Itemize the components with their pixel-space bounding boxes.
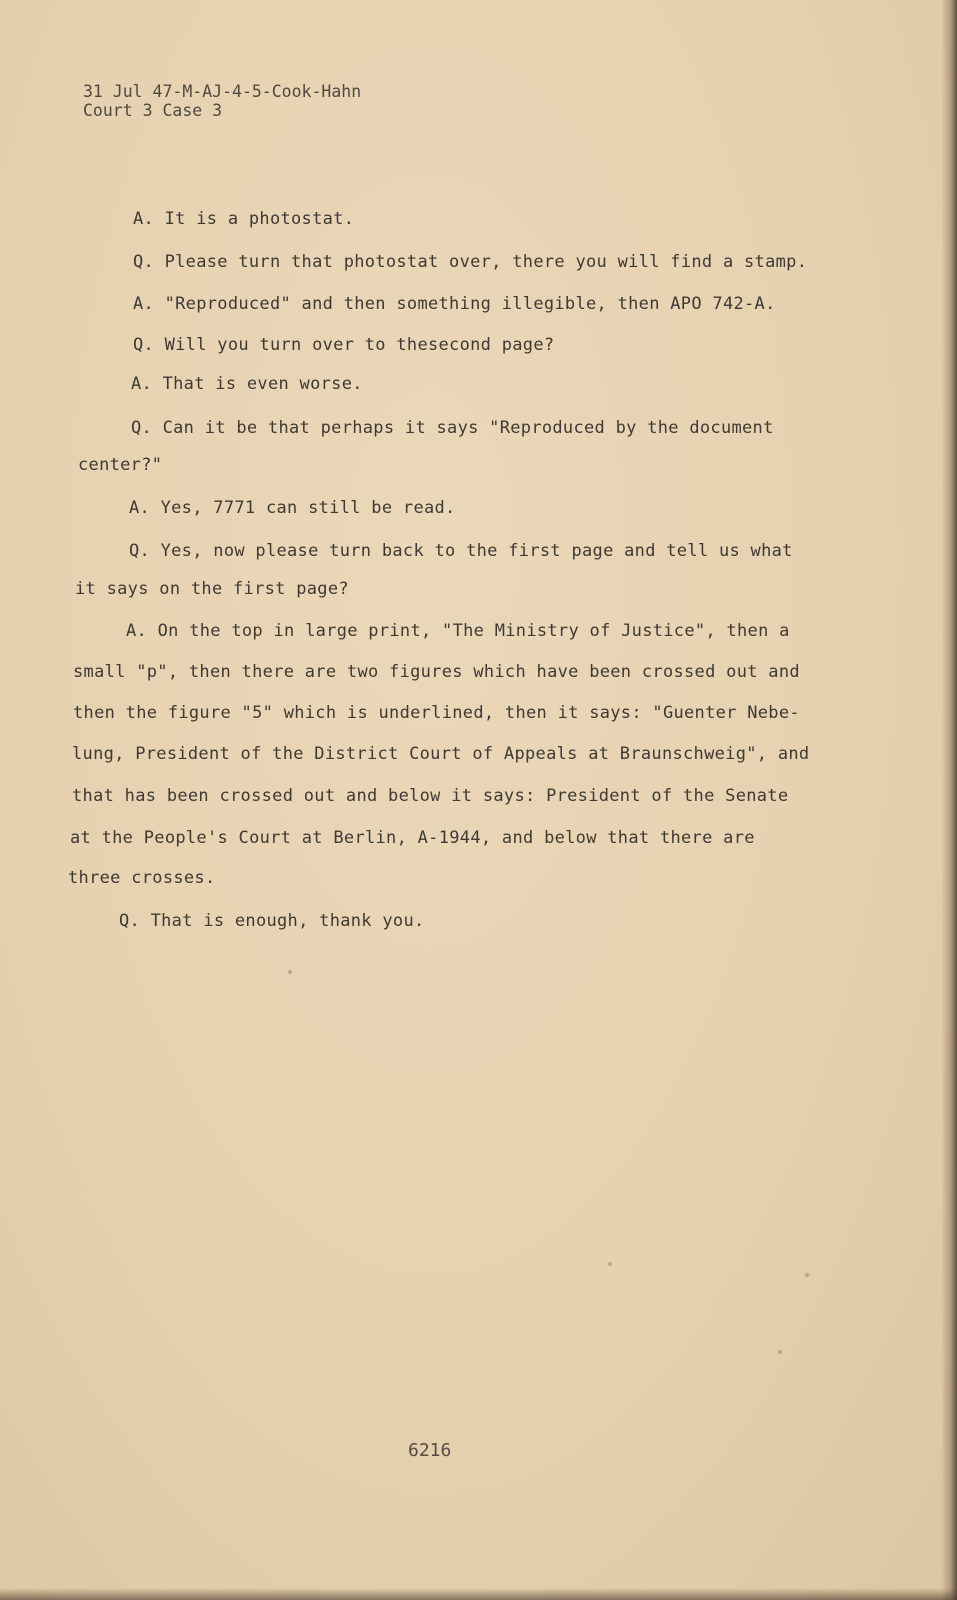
header-reference: 31 Jul 47-M-AJ-4-5-Cook-Hahn <box>83 82 362 101</box>
transcript-line: small "p", then there are two figures which have been crossed out and <box>73 662 800 682</box>
transcript-line: it says on the first page? <box>75 579 349 599</box>
paper-speck <box>288 970 292 974</box>
transcript-line: Q. Will you turn over to thesecond page? <box>133 335 555 355</box>
paper-speck <box>778 1350 782 1354</box>
transcript-line: A. "Reproduced" and then something illegible, then APO 742-A. <box>133 294 776 314</box>
transcript-line: A. That is even worse. <box>131 374 363 394</box>
transcript-line: at the People's Court at Berlin, A-1944, and below that there are <box>70 828 755 848</box>
transcript-line: A. On the top in large print, "The Ministry of Justice", then a <box>126 621 790 641</box>
transcript-line: Q. Can it be that perhaps it says "Reproduced by the document <box>131 418 774 438</box>
transcript-line: center?" <box>78 455 163 475</box>
header-court-case: Court 3 Case 3 <box>83 101 223 120</box>
page-number: 6216 <box>408 1440 452 1461</box>
paper-speck <box>805 1273 809 1277</box>
transcript-line: Q. Please turn that photostat over, there you will find a stamp. <box>133 252 808 272</box>
page-edge-shadow <box>941 0 957 1600</box>
transcript-line: Q. Yes, now please turn back to the first page and tell us what <box>129 541 793 561</box>
document-header <box>83 82 361 120</box>
transcript-line: Q. That is enough, thank you. <box>119 911 425 931</box>
transcript-line: A. Yes, 7771 can still be read. <box>129 498 456 518</box>
transcript-line: A. It is a photostat. <box>133 209 355 229</box>
paper-speck <box>608 1262 612 1266</box>
transcript-line: three crosses. <box>68 868 216 888</box>
transcript-line: that has been crossed out and below it says: President of the Senate <box>72 786 789 806</box>
transcript-line: then the figure "5" which is underlined, then it says: "Guenter Nebe- <box>73 703 800 723</box>
page-bottom-shadow <box>0 1588 957 1600</box>
transcript-line: lung, President of the District Court of Appeals at Braunschweig", and <box>72 744 810 764</box>
